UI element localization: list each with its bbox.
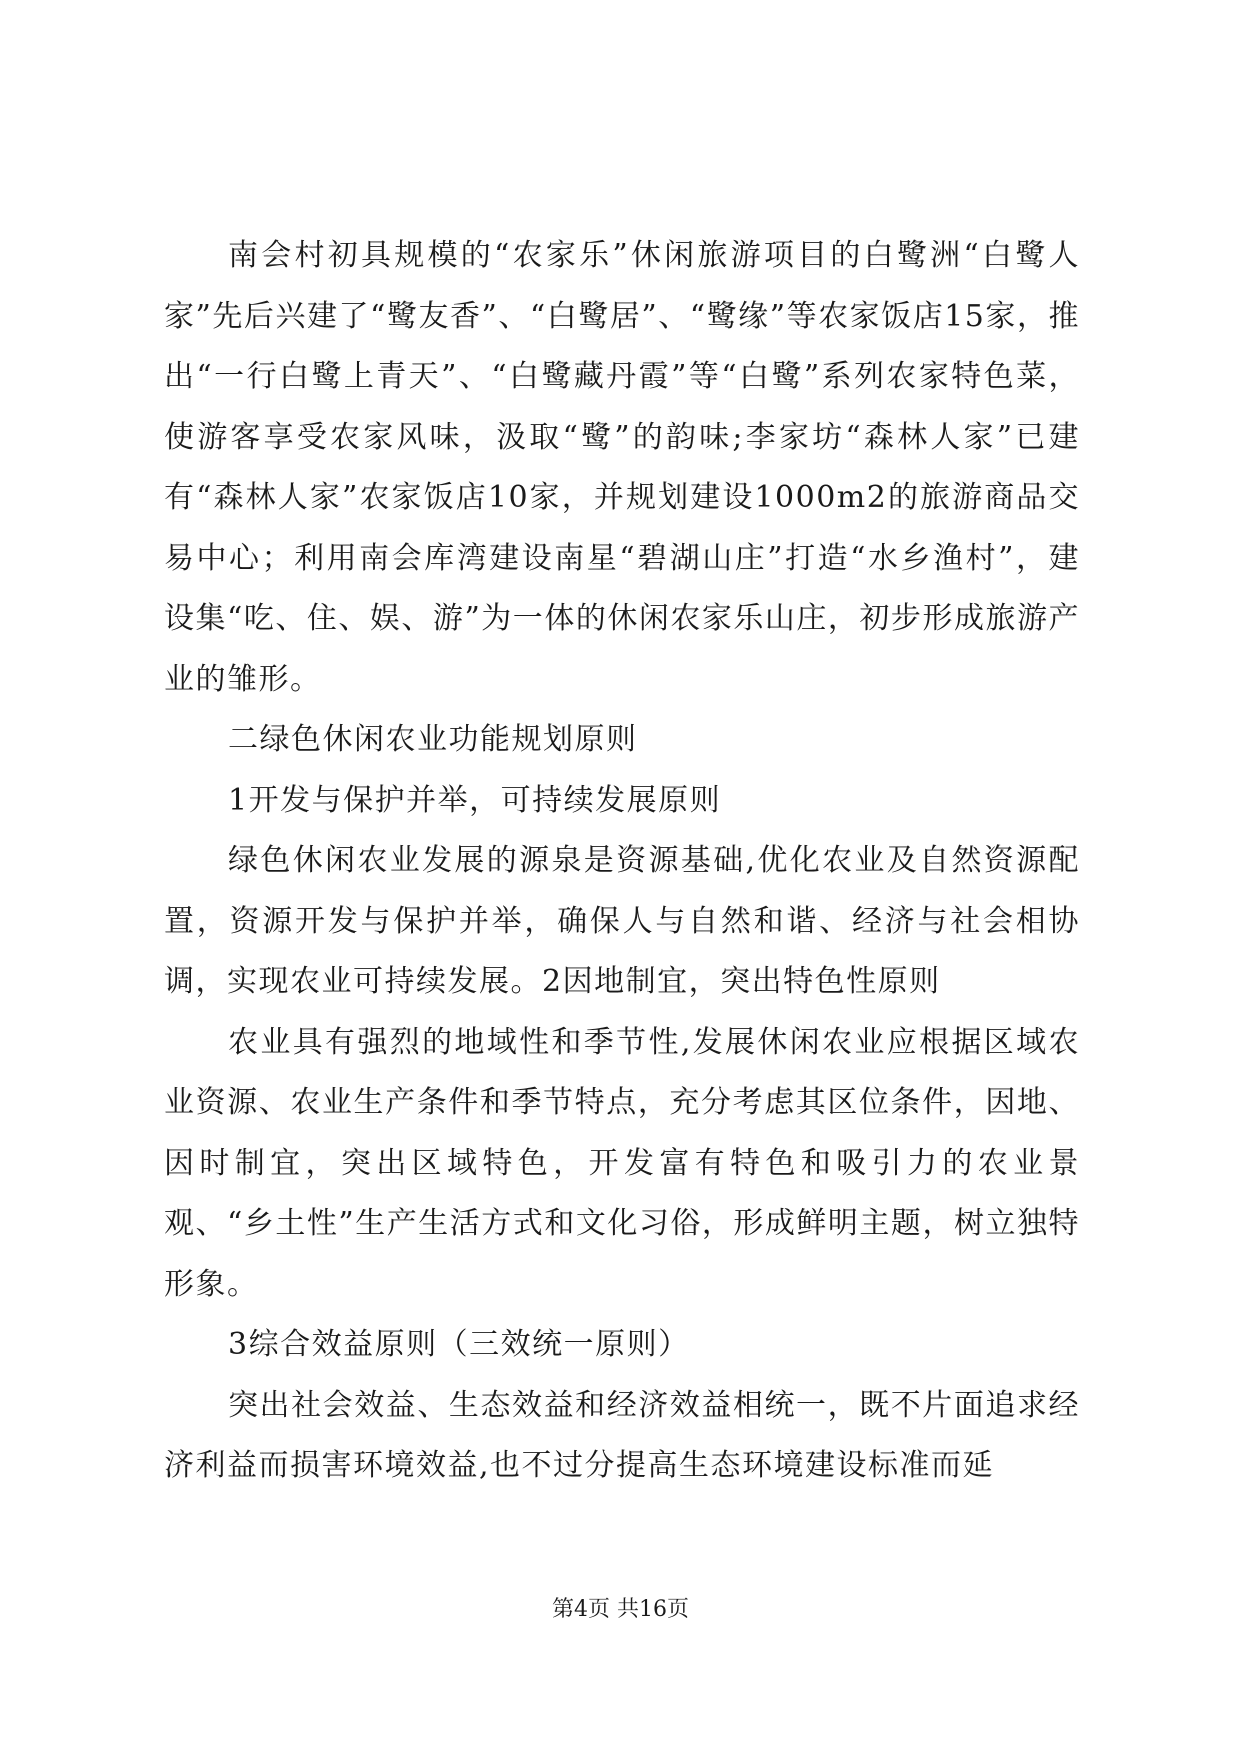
- principle-heading-1: 1开发与保护并举，可持续发展原则: [228, 782, 722, 818]
- page-number: 第4页 共16页: [552, 1597, 689, 1622]
- section-heading-planning-principles: 二绿色休闲农业功能规划原则: [228, 722, 638, 757]
- document-body: [164, 226, 1080, 1497]
- paragraph-resource-basis: 绿色休闲农业发展的源泉是资源基础,优化农业及自然资源配置，资源开发与保护并举，确保人与自然和谐、经济与社会相协调，实现农业可持续发展。2因地制宜，突出特色性原则: [164, 843, 1080, 999]
- principle-heading-3: 3综合效益原则（三效统一原则）: [228, 1327, 690, 1362]
- paragraph-nanhui-village: 南会村初具规模的“农家乐”休闲旅游项目的白鹭洲“白鹭人家”先后兴建了“鹭友香”、“白鹭居”、“鹭缘”等农家饭店15家，推出“一行白鹭上青天”、“白鹭藏丹霞”等“白鹭”系列农家特色菜，使游客享受农家风味，汲取“鹭”的韵味;李家坊“森林人家”已建有“森林人家”农家饭店10家，并规划建设1000m2的旅游商品交易中心；利用南会库湾建设南星“碧湖山庄”打造“水乡渔村”，建设集“吃、住、娱、游”为一体的休闲农家乐山庄，初步形成旅游产业的雏形。: [164, 238, 1080, 697]
- paragraph-combined-benefits: 突出社会效益、生态效益和经济效益相统一，既不片面追求经济利益而损害环境效益,也不过分提高生态环境建设标准而延: [164, 1387, 1080, 1483]
- paragraph-regional-features: 农业具有强烈的地域性和季节性,发展休闲农业应根据区域农业资源、农业生产条件和季节特点，充分考虑其区位条件，因地、因时制宜，突出区域特色，开发富有特色和吸引力的农业景观、“乡土性”生产生活方式和文化习俗，形成鲜明主题，树立独特形象。: [164, 1024, 1080, 1302]
